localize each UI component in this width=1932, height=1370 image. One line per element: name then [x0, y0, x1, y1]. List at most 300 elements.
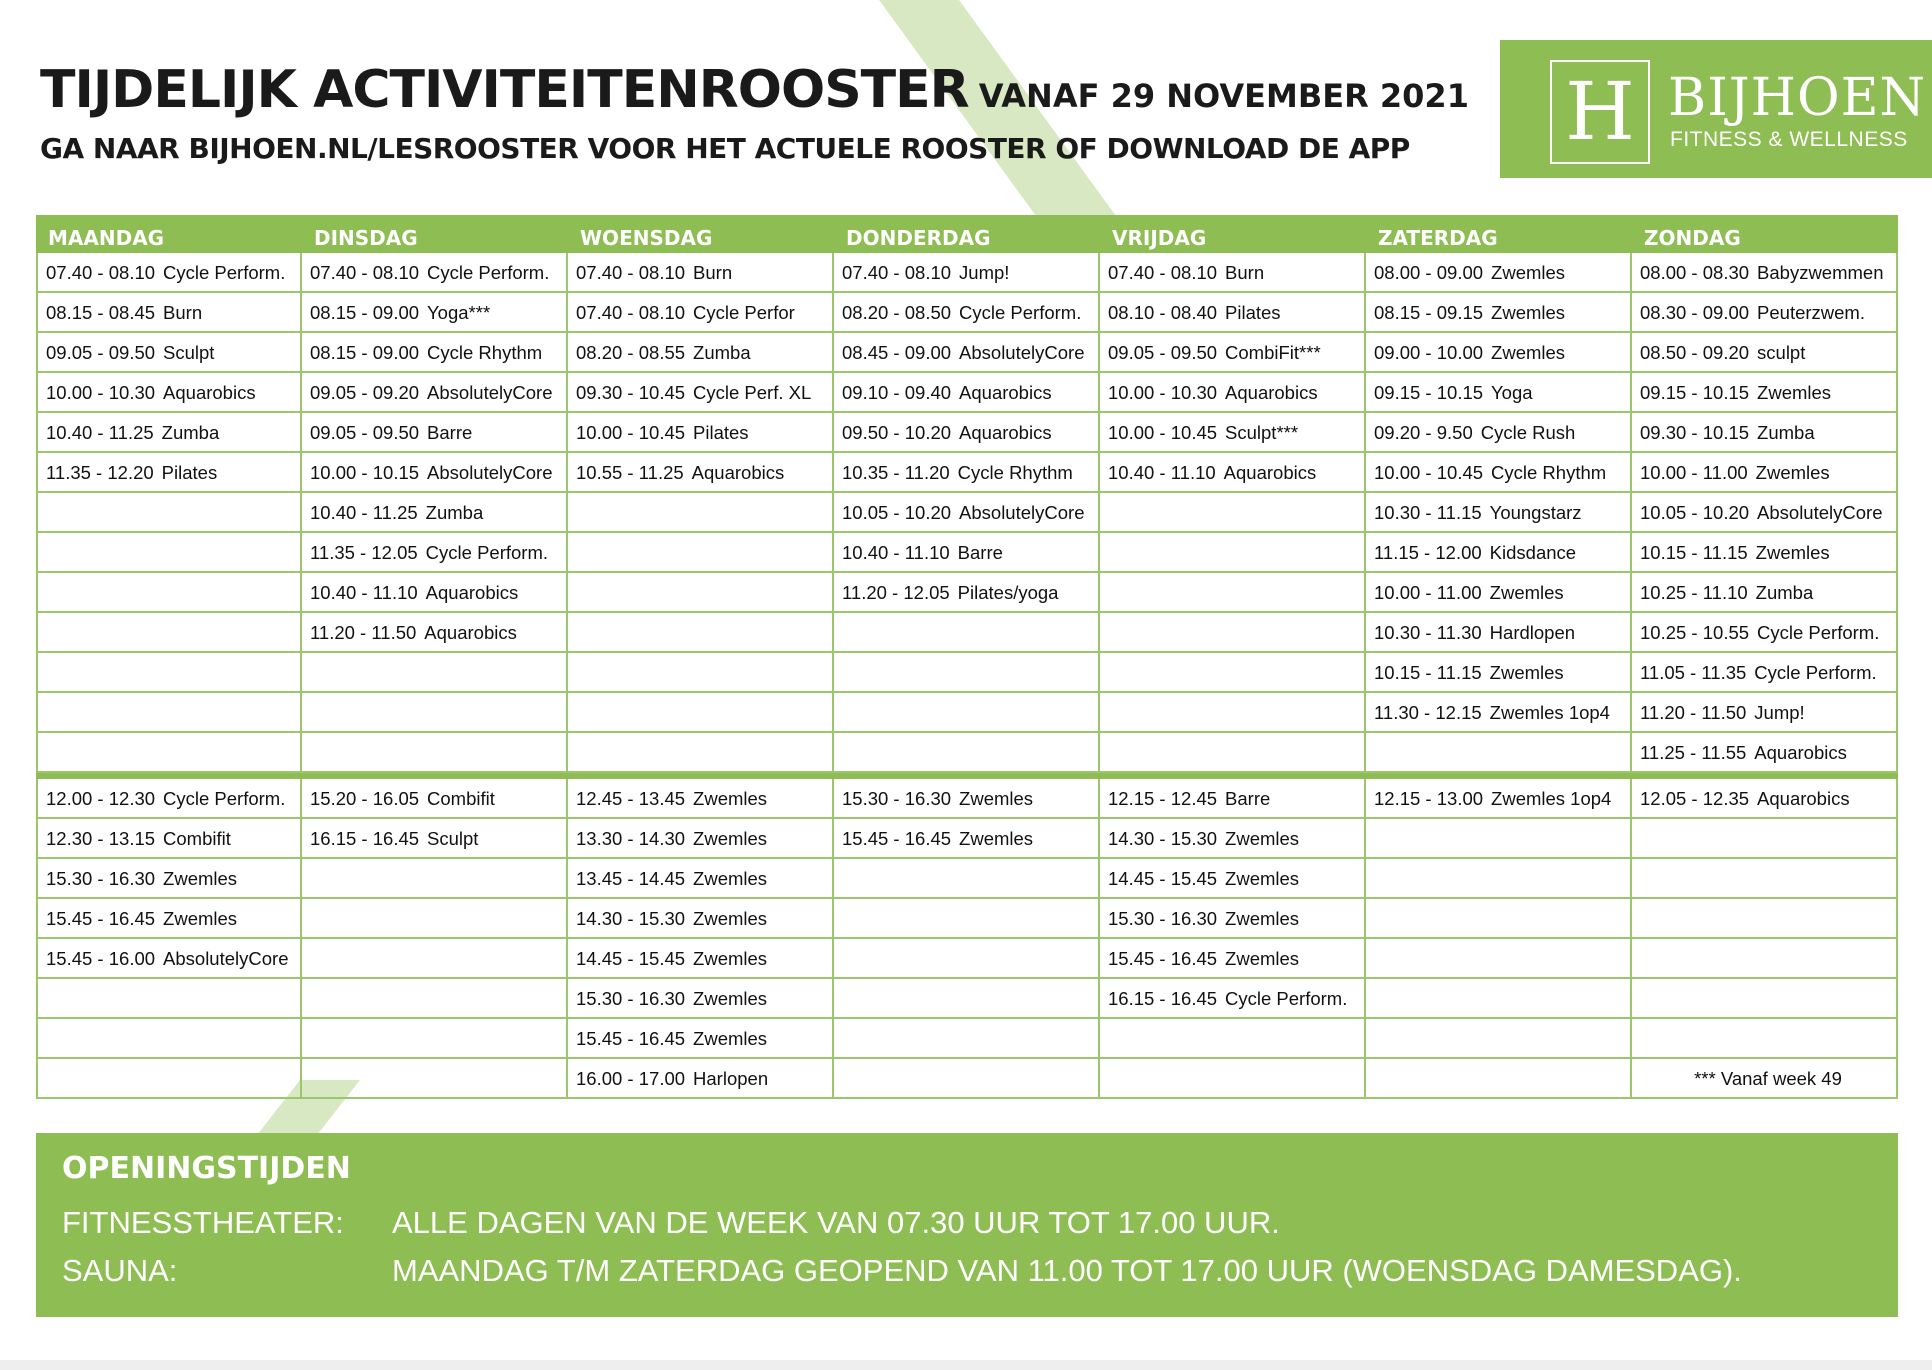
schedule-cell: [834, 333, 1100, 373]
class-time: 10.00 - 10.45: [1374, 462, 1484, 483]
class-time: 11.25 - 11.55: [1640, 742, 1747, 763]
class-time: 12.15 - 12.45: [1108, 788, 1218, 809]
schedule-cell: [568, 253, 834, 293]
class-name: Cycle Perform.: [427, 262, 550, 283]
class-time: 09.20 - 9.50: [1374, 422, 1473, 443]
class-time: 10.55 - 11.25: [576, 462, 684, 483]
class-time: 10.00 - 10.15: [310, 462, 420, 483]
schedule-cell: [1632, 653, 1898, 693]
class-time: 10.00 - 10.30: [46, 382, 156, 403]
class-name: AbsolutelyCore: [427, 462, 553, 483]
class-name: Zwemles: [1225, 908, 1300, 929]
schedule-cell: [834, 939, 1100, 979]
table-row: [36, 979, 1898, 1019]
schedule-cell: [1366, 779, 1632, 819]
schedule-cell: [834, 733, 1100, 773]
table-row: [36, 333, 1898, 373]
schedule-cell: [568, 979, 834, 1019]
schedule-cell: [302, 939, 568, 979]
schedule-cell: [1100, 859, 1366, 899]
class-name: Cycle Perform.: [1757, 622, 1880, 643]
class-name: Burn: [163, 302, 203, 323]
class-name: Zwemles: [693, 1028, 768, 1049]
class-time: 15.45 - 16.45: [46, 908, 156, 929]
class-time: 09.30 - 10.45: [576, 382, 686, 403]
schedule-cell: [834, 979, 1100, 1019]
class-name: Cycle Perform.: [959, 302, 1082, 323]
schedule-cell: [36, 453, 302, 493]
schedule-cell: [36, 899, 302, 939]
class-name: Harlopen: [693, 1068, 769, 1089]
class-name: Zwemles: [1489, 582, 1564, 603]
schedule-cell: [1100, 819, 1366, 859]
schedule-cell: [1632, 979, 1898, 1019]
table-row: [36, 733, 1898, 773]
schedule-cell: [1366, 373, 1632, 413]
table-row: [36, 413, 1898, 453]
class-time: 10.00 - 10.45: [576, 422, 686, 443]
class-time: 11.30 - 12.15: [1374, 702, 1482, 723]
table-row: [36, 493, 1898, 533]
class-name: AbsolutelyCore: [959, 502, 1085, 523]
schedule-cell: [1366, 1019, 1632, 1059]
class-name: Cycle Perf. XL: [693, 382, 812, 403]
schedule-cell: [1100, 573, 1366, 613]
class-name: Aquarobics: [1754, 742, 1847, 763]
class-name: Aquarobics: [1225, 382, 1318, 403]
class-name: Zwemles: [693, 788, 768, 809]
class-time: 10.30 - 11.30: [1374, 622, 1482, 643]
schedule-cell: [302, 693, 568, 733]
class-time: 08.10 - 08.40: [1108, 302, 1218, 323]
class-name: Aquarobics: [1223, 462, 1317, 483]
page-title: [40, 60, 1469, 120]
table-row: [36, 899, 1898, 939]
class-name: Aquarobics: [425, 582, 519, 603]
logo-tagline: FITNESS & WELLNESS: [1670, 128, 1908, 151]
schedule-cell: [302, 653, 568, 693]
schedule-cell: [302, 859, 568, 899]
class-name: CombiFit***: [1225, 342, 1321, 363]
schedule-cell: [1100, 1059, 1366, 1099]
class-name: Zumba: [693, 342, 751, 363]
schedule-cell: [36, 779, 302, 819]
class-name: Zumba: [1757, 422, 1815, 443]
class-time: 08.20 - 08.50: [842, 302, 952, 323]
schedule-cell: [302, 413, 568, 453]
class-name: Pilates/yoga: [957, 582, 1059, 603]
title-date: VANAF 29 NOVEMBER 2021: [978, 77, 1469, 115]
class-name: Zwemles: [163, 908, 238, 929]
class-name: Zwemles: [1489, 662, 1564, 683]
schedule-cell: [834, 653, 1100, 693]
schedule-cell: [834, 779, 1100, 819]
schedule-cell: [1366, 253, 1632, 293]
schedule-cell: [568, 333, 834, 373]
schedule-cell: [834, 293, 1100, 333]
schedule-cell: [36, 373, 302, 413]
class-name: Zwemles: [1491, 342, 1566, 363]
class-name: Cycle Perform.: [163, 788, 286, 809]
class-time: 08.45 - 09.00: [842, 342, 952, 363]
class-name: Sculpt: [427, 828, 479, 849]
schedule-cell: [1366, 493, 1632, 533]
class-time: 08.15 - 08.45: [46, 302, 156, 323]
class-time: 14.30 - 15.30: [1108, 828, 1218, 849]
class-name: Aquarobics: [959, 422, 1052, 443]
class-name: AbsolutelyCore: [163, 948, 289, 969]
class-name: Zwemles: [693, 948, 768, 969]
schedule-cell: [302, 733, 568, 773]
schedule-cell: [1366, 533, 1632, 573]
schedule-cell: [1632, 493, 1898, 533]
class-time: 09.05 - 09.50: [46, 342, 156, 363]
schedule-cell: [302, 899, 568, 939]
schedule-cell: [302, 333, 568, 373]
class-time: 07.40 - 08.10: [842, 262, 952, 283]
class-time: 15.45 - 16.45: [1108, 948, 1218, 969]
schedule-cell: [302, 453, 568, 493]
schedule-cell: [1100, 939, 1366, 979]
schedule-cell: [36, 293, 302, 333]
day-header-vrijdag: VRIJDAG: [1100, 215, 1366, 253]
class-name: Cycle Rush: [1480, 422, 1576, 443]
schedule-cell: [1632, 939, 1898, 979]
schedule-cell: [834, 573, 1100, 613]
opening-hours-title: OPENINGSTIJDEN: [62, 1151, 351, 1186]
schedule-cell: [302, 533, 568, 573]
schedule-cell: [1366, 653, 1632, 693]
class-name: Pilates: [693, 422, 749, 443]
schedule-cell: [302, 613, 568, 653]
schedule-cell: [568, 779, 834, 819]
opening-row-sauna: [62, 1253, 1742, 1289]
class-time: 16.00 - 17.00: [576, 1068, 686, 1089]
schedule-cell: [1100, 899, 1366, 939]
class-name: Cycle Perform.: [425, 542, 548, 563]
schedule-cell: [302, 253, 568, 293]
schedule-cell: [1632, 333, 1898, 373]
schedule-cell: [568, 859, 834, 899]
class-name: Pilates: [1225, 302, 1281, 323]
class-time: 14.45 - 15.45: [576, 948, 686, 969]
class-name: Aquarobics: [163, 382, 256, 403]
schedule-cell: [36, 733, 302, 773]
class-name: Yoga: [1491, 382, 1533, 403]
schedule-cell: [1366, 573, 1632, 613]
schedule-cell: [834, 613, 1100, 653]
class-time: 10.15 - 11.15: [1374, 662, 1482, 683]
class-name: Zwemles: [959, 828, 1034, 849]
schedule-cell: [36, 253, 302, 293]
table-row: [36, 859, 1898, 899]
class-time: 07.40 - 08.10: [576, 262, 686, 283]
schedule-cell: [834, 533, 1100, 573]
class-time: 10.00 - 10.30: [1108, 382, 1218, 403]
schedule-table: [36, 215, 1898, 1099]
schedule-cell: [302, 1059, 568, 1099]
schedule-cell: [568, 1059, 834, 1099]
class-time: 08.15 - 09.15: [1374, 302, 1484, 323]
schedule-cell: [568, 899, 834, 939]
class-name: Cycle Rhythm: [957, 462, 1073, 483]
class-time: 10.40 - 11.10: [1108, 462, 1216, 483]
schedule-cell: [568, 733, 834, 773]
schedule-cell: [568, 373, 834, 413]
class-time: 11.20 - 11.50: [310, 622, 417, 643]
class-time: 10.05 - 10.20: [1640, 502, 1750, 523]
schedule-cell: [1632, 899, 1898, 939]
schedule-cell: [1632, 413, 1898, 453]
class-name: Zumba: [1755, 582, 1814, 603]
schedule-cell: [1366, 733, 1632, 773]
logo: [1500, 40, 1932, 178]
schedule-cell: [568, 573, 834, 613]
class-time: 10.00 - 11.00: [1374, 582, 1482, 603]
schedule-cell: [1366, 293, 1632, 333]
class-name: Zwemles: [959, 788, 1034, 809]
schedule-cell: [36, 653, 302, 693]
schedule-cell: [834, 899, 1100, 939]
logo-name: BIJHOEN: [1668, 68, 1927, 128]
class-name: Combifit: [427, 788, 495, 809]
schedule-cell: [1632, 819, 1898, 859]
class-time: 10.40 - 11.10: [842, 542, 950, 563]
schedule-cell: [834, 1059, 1100, 1099]
schedule-cell: [1100, 533, 1366, 573]
class-time: 15.45 - 16.45: [842, 828, 952, 849]
schedule-cell: [834, 1019, 1100, 1059]
class-time: 09.05 - 09.50: [310, 422, 420, 443]
class-time: 16.15 - 16.45: [1108, 988, 1218, 1009]
table-row: [36, 939, 1898, 979]
schedule-cell: [302, 819, 568, 859]
schedule-cell: [302, 979, 568, 1019]
class-time: 12.15 - 13.00: [1374, 788, 1484, 809]
class-time: 09.05 - 09.50: [1108, 342, 1218, 363]
table-row: [36, 293, 1898, 333]
schedule-cell: [1366, 939, 1632, 979]
morning-section: [36, 253, 1898, 773]
schedule-cell: [1366, 979, 1632, 1019]
schedule-cell: [834, 859, 1100, 899]
class-name: Zwemles: [693, 828, 768, 849]
schedule-cell: [1366, 453, 1632, 493]
schedule-cell: [834, 373, 1100, 413]
schedule-cell: [1632, 859, 1898, 899]
schedule-cell: [1100, 1019, 1366, 1059]
class-name: Zwemles: [1755, 462, 1830, 483]
schedule-cell: [568, 939, 834, 979]
schedule-cell: [36, 533, 302, 573]
class-time: 08.00 - 08.30: [1640, 262, 1750, 283]
class-time: 11.20 - 12.05: [842, 582, 950, 603]
schedule-cell: [302, 573, 568, 613]
schedule-cell: [568, 693, 834, 733]
schedule-cell: [568, 819, 834, 859]
class-time: 15.45 - 16.45: [576, 1028, 686, 1049]
schedule-cell: [1366, 413, 1632, 453]
class-time: 10.05 - 10.20: [842, 502, 952, 523]
class-name: AbsolutelyCore: [427, 382, 553, 403]
class-name: Peuterzwem.: [1757, 302, 1865, 323]
class-name: Cycle Perform.: [1225, 988, 1348, 1009]
class-time: 10.00 - 10.45: [1108, 422, 1218, 443]
table-row: [36, 1019, 1898, 1059]
day-header-zaterdag: ZATERDAG: [1366, 215, 1632, 253]
schedule-cell: [36, 819, 302, 859]
class-name: Aquarobics: [691, 462, 785, 483]
class-name: Zwemles: [693, 908, 768, 929]
schedule-cell: [834, 453, 1100, 493]
bottom-border: [0, 1360, 1932, 1370]
table-row: [36, 1059, 1898, 1099]
schedule-cell: [1632, 733, 1898, 773]
schedule-cell: [302, 1019, 568, 1059]
schedule-cell: [568, 653, 834, 693]
class-time: 15.45 - 16.00: [46, 948, 156, 969]
class-time: 08.20 - 08.55: [576, 342, 686, 363]
class-name: Youngstarz: [1489, 502, 1582, 523]
class-name: Barre: [1225, 788, 1271, 809]
schedule-cell: [36, 613, 302, 653]
schedule-cell: [1100, 333, 1366, 373]
class-time: 11.20 - 11.50: [1640, 702, 1747, 723]
class-name: Zwemles: [1491, 262, 1566, 283]
class-time: 12.00 - 12.30: [46, 788, 156, 809]
class-name: Burn: [1225, 262, 1265, 283]
class-name: Zwemles: [1225, 948, 1300, 969]
class-name: Aquarobics: [1757, 788, 1850, 809]
class-time: 12.45 - 13.45: [576, 788, 686, 809]
class-time: 13.45 - 14.45: [576, 868, 686, 889]
class-time: 08.15 - 09.00: [310, 302, 420, 323]
schedule-cell: [302, 293, 568, 333]
schedule-cell: [1100, 293, 1366, 333]
schedule-cell: [302, 493, 568, 533]
class-name: Hardlopen: [1489, 622, 1576, 643]
class-time: 08.15 - 09.00: [310, 342, 420, 363]
class-name: Barre: [957, 542, 1003, 563]
title-main: TIJDELIJK ACTIVITEITENROOSTER: [40, 60, 969, 120]
class-name: Zumba: [425, 502, 484, 523]
schedule-cell: [834, 253, 1100, 293]
schedule-cell: [1100, 373, 1366, 413]
schedule-cell: [568, 293, 834, 333]
schedule-cell: [1366, 899, 1632, 939]
schedule-cell: [834, 693, 1100, 733]
schedule-cell: [36, 979, 302, 1019]
class-time: 09.15 - 10.15: [1374, 382, 1484, 403]
class-time: 11.15 - 12.00: [1374, 542, 1482, 563]
schedule-cell: [1100, 693, 1366, 733]
class-name: Sculpt***: [1225, 422, 1299, 443]
schedule-cell: [1366, 819, 1632, 859]
afternoon-section: [36, 779, 1898, 1099]
schedule-cell: [1100, 733, 1366, 773]
class-time: 14.45 - 15.45: [1108, 868, 1218, 889]
schedule-cell: [1100, 979, 1366, 1019]
class-time: 11.35 - 12.20: [46, 462, 154, 483]
opening-row-label: SAUNA:: [62, 1253, 178, 1288]
schedule-cell: [1632, 373, 1898, 413]
schedule-cell: [1632, 693, 1898, 733]
schedule-cell: [36, 859, 302, 899]
logo-letter: H: [1550, 60, 1650, 164]
class-time: 12.30 - 13.15: [46, 828, 156, 849]
class-time: 11.35 - 12.05: [310, 542, 418, 563]
schedule-cell: [1632, 613, 1898, 653]
opening-row-text: ALLE DAGEN VAN DE WEEK VAN 07.30 UUR TOT 17.00 UUR.: [392, 1205, 1280, 1240]
opening-row-text: MAANDAG T/M ZATERDAG GEOPEND VAN 11.00 TOT 17.00 UUR (WOENSDAG DAMESDAG).: [392, 1253, 1742, 1288]
schedule-cell: [1632, 1019, 1898, 1059]
schedule-cell: [1100, 653, 1366, 693]
opening-row-label: FITNESSTHEATER:: [62, 1205, 344, 1240]
class-name: Cycle Perform.: [163, 262, 286, 283]
class-time: 09.05 - 09.20: [310, 382, 420, 403]
class-time: 09.15 - 10.15: [1640, 382, 1750, 403]
class-name: Aquarobics: [959, 382, 1052, 403]
schedule-cell: [1100, 613, 1366, 653]
class-time: 07.40 - 08.10: [1108, 262, 1218, 283]
class-name: Zwemles: [1225, 828, 1300, 849]
class-name: Kidsdance: [1489, 542, 1577, 563]
class-name: Aquarobics: [424, 622, 517, 643]
schedule-cell: [1632, 1059, 1898, 1099]
class-time: 09.30 - 10.15: [1640, 422, 1750, 443]
table-row: [36, 653, 1898, 693]
page-subtitle: GA NAAR BIJHOEN.NL/LESROOSTER VOOR HET ACTUELE ROOSTER OF DOWNLOAD DE APP: [40, 132, 1410, 165]
class-time: 09.10 - 09.40: [842, 382, 952, 403]
class-name: Zwemles: [1755, 542, 1830, 563]
class-time: 10.25 - 10.55: [1640, 622, 1750, 643]
class-time: 10.40 - 11.25: [310, 502, 418, 523]
class-time: 13.30 - 14.30: [576, 828, 686, 849]
class-name: Cycle Perfor: [693, 302, 795, 323]
class-time: 10.25 - 11.10: [1640, 582, 1748, 603]
class-name: sculpt: [1757, 342, 1806, 363]
class-name: Zwemles: [163, 868, 238, 889]
schedule-cell: [1366, 613, 1632, 653]
class-time: 12.05 - 12.35: [1640, 788, 1750, 809]
schedule-cell: [36, 693, 302, 733]
table-row: [36, 819, 1898, 859]
class-name: Burn: [693, 262, 733, 283]
schedule-cell: [1100, 453, 1366, 493]
class-time: 07.40 - 08.10: [46, 262, 156, 283]
schedule-cell: [1100, 413, 1366, 453]
schedule-cell: [1632, 779, 1898, 819]
schedule-cell: [568, 613, 834, 653]
day-header-dinsdag: DINSDAG: [302, 215, 568, 253]
class-time: 08.00 - 09.00: [1374, 262, 1484, 283]
day-header-woensdag: WOENSDAG: [568, 215, 834, 253]
schedule-cell: [1632, 453, 1898, 493]
class-time: 10.40 - 11.25: [46, 422, 154, 443]
class-name: Zwemles: [1225, 868, 1300, 889]
class-time: 15.30 - 16.30: [842, 788, 952, 809]
class-time: 15.30 - 16.30: [576, 988, 686, 1009]
class-name: Zwemles: [693, 988, 768, 1009]
schedule-cell: [1366, 859, 1632, 899]
class-time: 10.15 - 11.15: [1640, 542, 1748, 563]
opening-row-fitness: [62, 1205, 1280, 1241]
table-row: [36, 613, 1898, 653]
schedule-cell: [568, 493, 834, 533]
class-time: 14.30 - 15.30: [576, 908, 686, 929]
schedule-cell: [1366, 333, 1632, 373]
schedule-cell: [302, 779, 568, 819]
